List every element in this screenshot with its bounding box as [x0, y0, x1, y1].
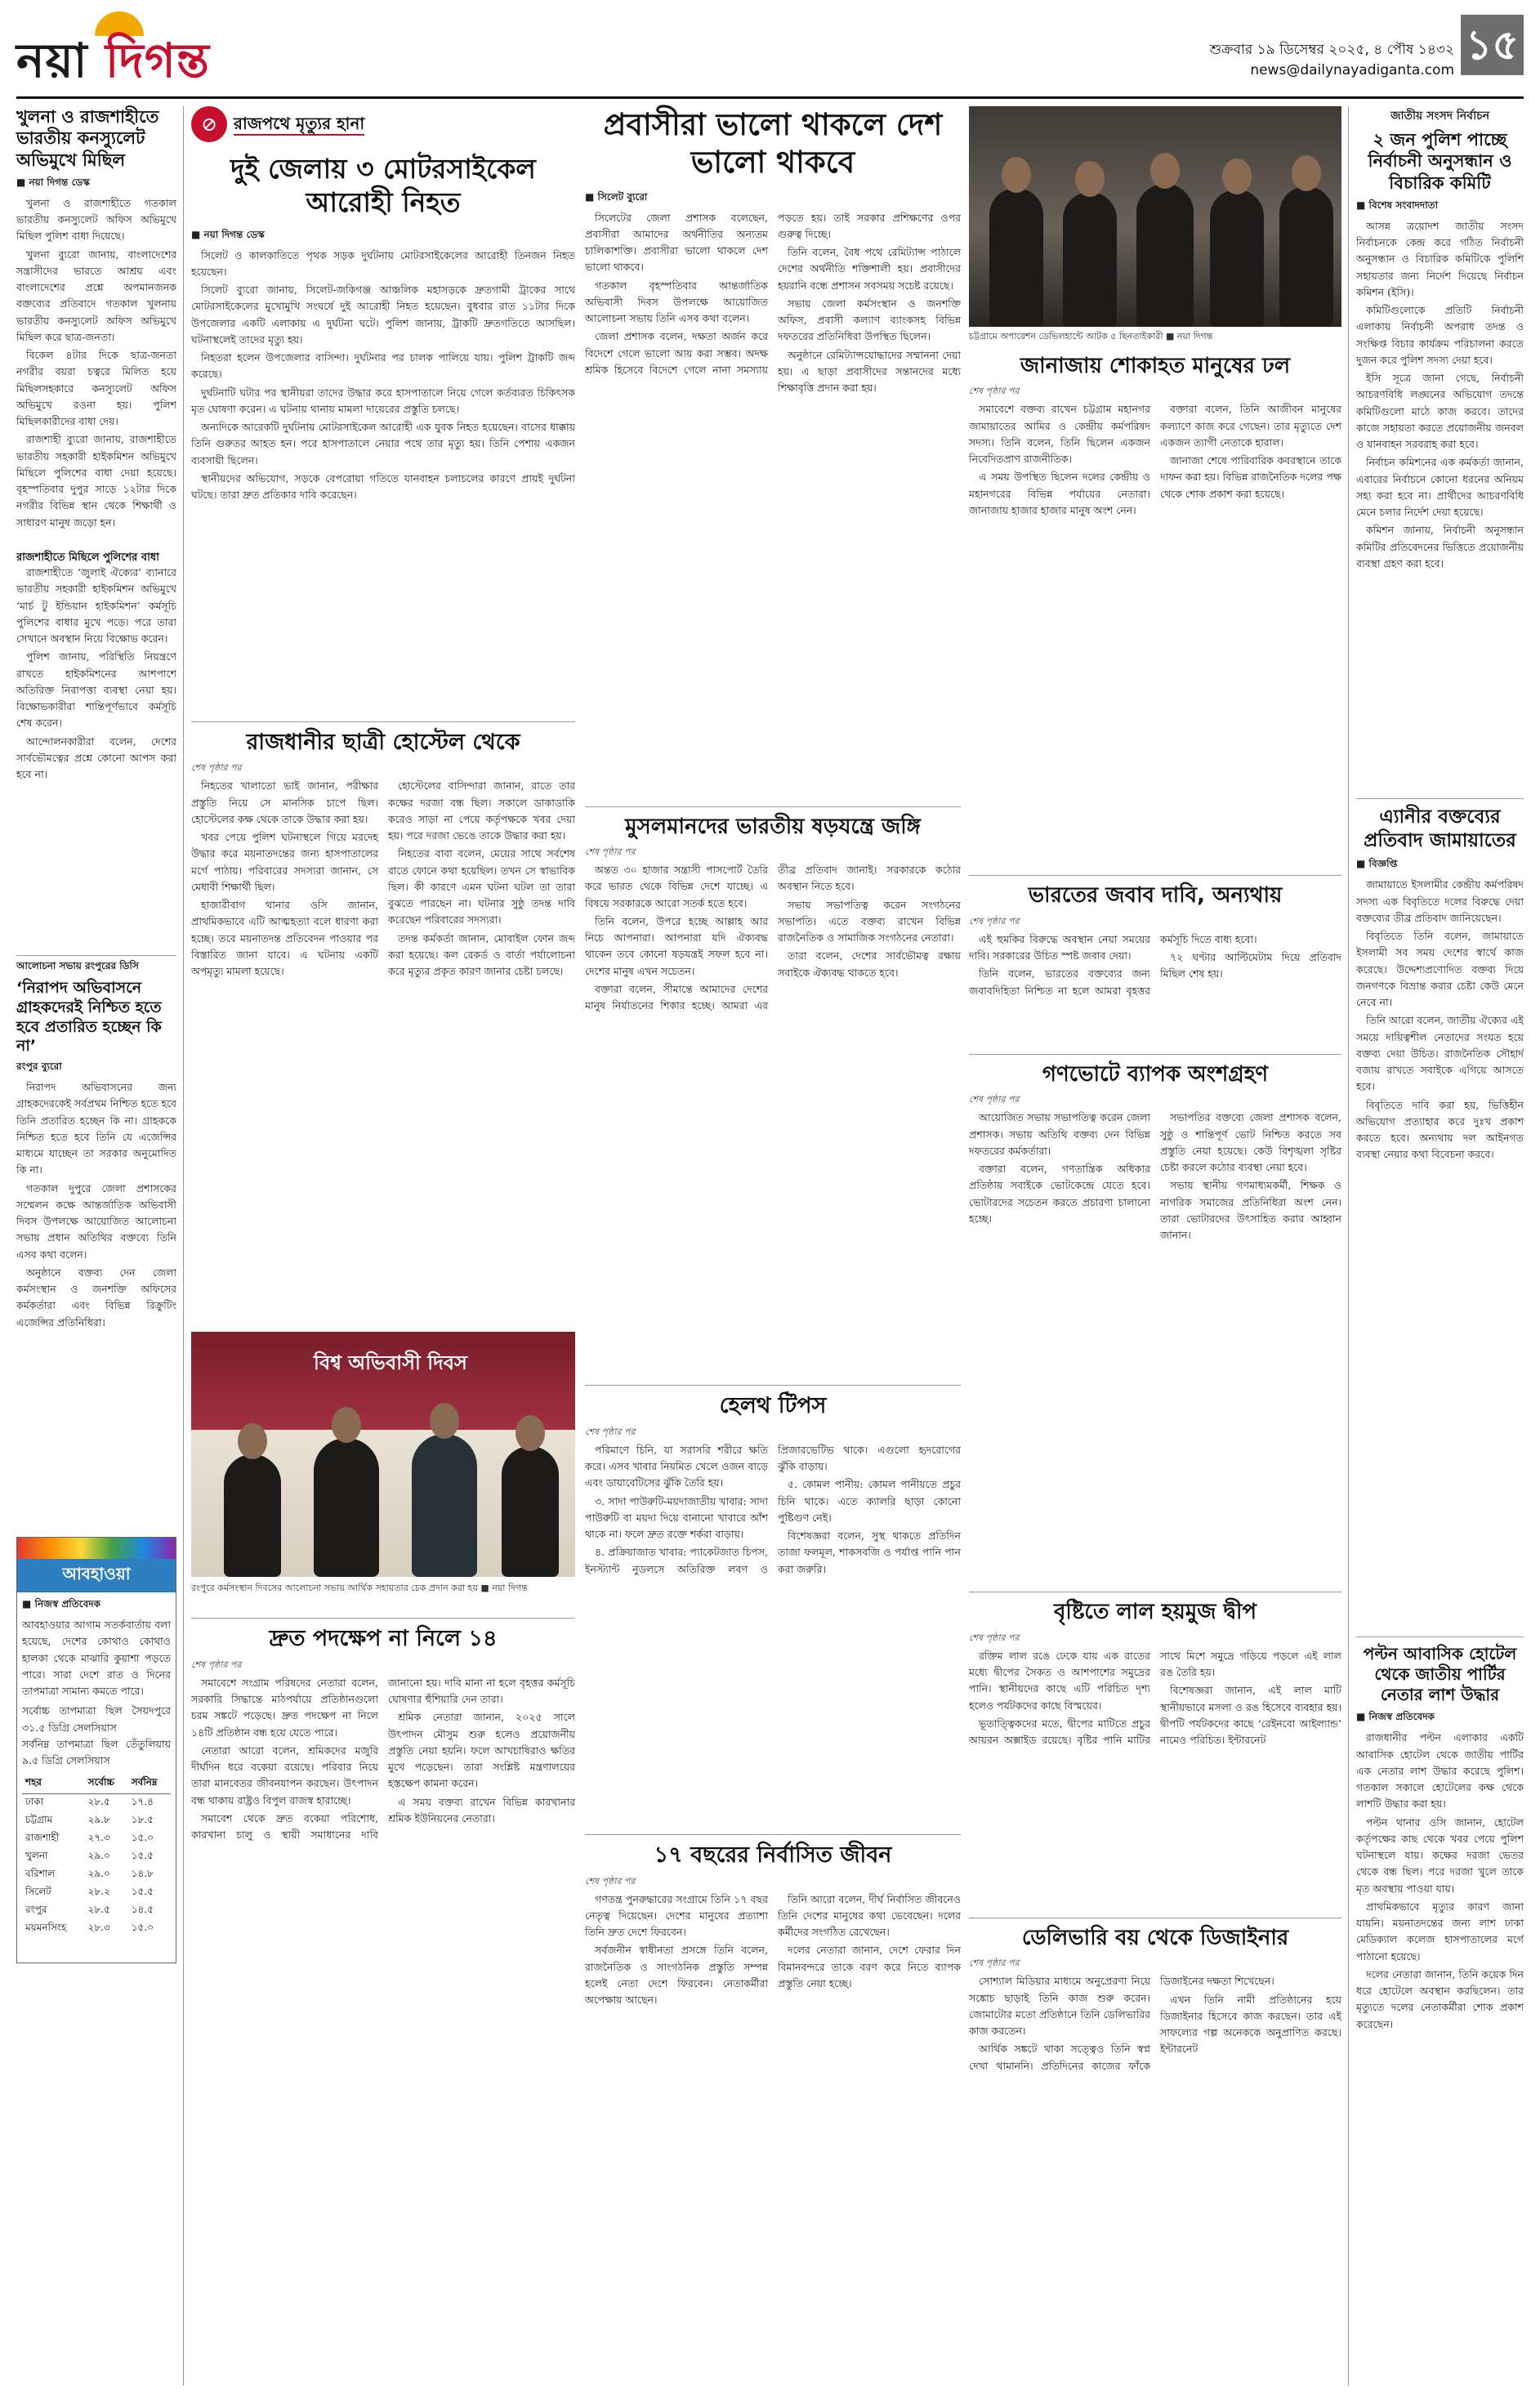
weather-col-city: শহর: [22, 1774, 85, 1794]
article-headline-jamaat-protest[interactable]: এ্যানীর বক্তব্যের প্রতিবাদ জামায়াতের: [1364, 806, 1516, 851]
article-body: আসন্ন ত্রয়োদশ জাতীয় সংসদ নির্বাচনকে কেন্দ্র করে গঠিত নির্বাচনী অনুসন্ধান ও বিচারিক কমিটিকে পুলিশি সহায়তার জন্য নির্দেশ দিয়েছে নির্বাচন কমিশন (ইসি)। কমিটিগুলোকে প্রতিটি নির্বাচনী এলাকায় নির্বাচনী অপরাধ তদন্ত ও সংক্ষিপ্ত বিচার কার্যক্রম পরিচালনা করতে দুজন করে পুলিশ সদস্য দেয়া হবে। ইসি সূত্রে জানা গেছে, নির্বাচনী আচরণবিধি লঙ্ঘনের অভিযোগ তদন্তে কমিটিগুলো মাঠে কাজ করবে। তাদের কাজে সহায়তা করতে প্রয়োজনীয় জনবল ও যানবাহন সরবরাহ করা হবে। নির্বাচন কমিশনের এক কর্মকর্তা জানান, এবারের নির্বাচনে কোনো ধরনের অনিয়ম সহ্য করা হবে না। প্রার্থীদের আচরণবিধি মেনে চলার নির্দেশ দেয়া হয়েছে। কমিশন জানায়, নির্বাচনী অনুসন্ধান কমিটির প্রতিবেদনের ভিত্তিতে প্রয়োজনীয় ব্যবস্থা গ্রহণ করা হবে।: [1356, 219, 1524, 569]
article-body: সমাবেশে বক্তব্য রাখেন চট্টগ্রাম মহানগর জামায়াতের আমির ও কেন্দ্রীয় কর্মপরিষদ সদস্য। তিনি বলেন, তিনি ছিলেন একজন নিবেদিতপ্রাণ রাজনীতিক। এ সময় উপস্থিত ছিলেন দলের কেন্দ্রীয় ও মহানগরের বিভিন্ন পর্যায়ের নেতারা। জানাজায় হাজার হাজার মানুষ অংশ নেন। বক্তারা বলেন, তিনি আজীবন মানুষের কল্যাণে কাজ করে গেছেন। তার মৃত্যুতে দেশ একজন ত্যাগী নেতাকে হারাল। জানাজা শেষে পারিবারিক কবরস্থানে তাকে দাফন করা হয়। বিভিন্ন রাজনৈতিক দলের পক্ষ থেকে শোক প্রকাশ করা হয়েছে।: [969, 403, 1341, 516]
article-body: অন্তত ৩০ হাজার সন্ত্রাসী পাসপোর্ট তৈরি করে ভারত থেকে বিভিন্ন দেশে যাচ্ছে। এ বিষয়ে সরকারকে আরো সতর্ক হতে হবে। তিনি বলেন, উপরে হচ্ছে আল্লাহ আর নিচে আপনারা। আপনারা যদি ঐক্যবদ্ধ থাকেন তবে কোনো ষড়যন্ত্রই সফল হবে না। দেশের মানুষ এখন সচেতন। বক্তারা বলেন, সীমান্তে আমাদের দেশের মানুষ নির্যাতনের শিকার হচ্ছে। আমরা এর তীব্র প্রতিবাদ জানাই। সরকারকে কঠোর অবস্থান নিতে হবে। সভায় সভাপতিত্ব করেন সংগঠনের সভাপতি। এতে বক্তব্য রাখেন বিভিন্ন রাজনৈতিক ও সামাজিক সংগঠনের নেতারা। তারা বলেন, দেশের সার্বভৌমত্ব রক্ষায় সবাইকে ঐক্যবদ্ধ থাকতে হবে।: [585, 864, 961, 1011]
weather-max-line: সর্বোচ্চ তাপমাত্রা ছিল সৈয়দপুরে ৩১.৫ ডিগ্রি সেলসিয়াস: [22, 1704, 171, 1734]
table-row: বরিশাল ২৯.০ ১৪.৮: [25, 1868, 154, 1880]
article-body: সমাবেশে সংগ্রাম পরিষদের নেতারা বলেন, সরকারি সিদ্ধান্তে মাঠপর্যায়ে প্রতিষ্ঠানগুলো চরম সঙ্কটে পড়েছে। দ্রুত পদক্ষেপ না নিলে ১৪টি প্রতিষ্ঠান বন্ধ হয়ে যেতে পারে। নেতারা আরো বলেন, শ্রমিকদের মজুরি দীর্ঘদিন ধরে বকেয়া রয়েছে। পরিবার নিয়ে তারা মানবেতর জীবনযাপন করছেন। উৎপাদন বন্ধ থাকায় রাষ্ট্রও বিপুল রাজস্ব হারাচ্ছে। সমাবেশ থেকে দ্রুত বকেয়া পরিশোধ, কারখানা চালু ও স্থায়ী সমাধানের দাবি জানানো হয়। দাবি মানা না হলে বৃহত্তর কর্মসূচি ঘোষণার হুঁশিয়ারি দেন তারা। শ্রমিক নেতারা জানান, ২০২৫ সালে উৎপাদন মৌসুম শুরু হলেও প্রয়োজনীয় প্রস্তুতি নেয়া হয়নি। ফলে আখচাষিরাও ক্ষতির মুখে পড়েছেন। তারা সংশ্লিষ্ট মন্ত্রণালয়ের হস্তক্ষেপ কামনা করেন। এ সময় বক্তব্য রাখেন বিভিন্ন কারখানার শ্রমিক ইউনিয়নের নেতারা।: [191, 1676, 575, 1841]
article-byline: ■ নয়া দিগন্ত ডেস্ক: [191, 228, 265, 240]
weather-body: আবহাওয়ার আগাম সতর্কবার্তায় বলা হয়েছে, দেশের কোথাও কোথাও হালকা থেকে মাঝারি কুয়াশা পড়তে পারে। সারা দেশে রাত ও দিনের তাপমাত্রা সামান্য কমতে পারে।: [22, 1619, 171, 1697]
sub-headline-rajshahi: রাজশাহীতে মিছিলে পুলিশের বাধা: [16, 551, 159, 564]
article-headline-consulate[interactable]: খুলনা ও রাজশাহীতে ভারতীয় কনস্যুলেট অভিমুখে মিছিল: [16, 107, 159, 170]
photo-caption: চট্টগ্রামে অপারেশন ডেভিলহান্টে আটক ৫ ছিনতাইকারী ■ নয়া দিগন্ত: [969, 331, 1213, 342]
masthead: [16, 8, 1524, 98]
continued-label: শেষ পৃষ্ঠার পর: [585, 1426, 636, 1437]
motorcycle-icon: ⊘: [191, 106, 227, 142]
article-headline-delivery-designer[interactable]: ডেলিভারি বয় থেকে ডিজাইনার: [1021, 1925, 1289, 1950]
article-headline-migration[interactable]: ‘নিরাপদ অভিবাসনে গ্রাহকদেরই নিশ্চিত হতে হবে প্রতারিত হচ্ছেন কি না’: [16, 979, 162, 1056]
continued-label: শেষ পৃষ্ঠার পর: [585, 1875, 636, 1887]
table-row: রংপুর ২৮.৫ ১৪.৫: [25, 1904, 154, 1916]
article-byline: ■ বিজ্ঞপ্তি: [1356, 858, 1398, 870]
article-body: পরিমাণে চিনি, যা সরাসরি শরীরে ক্ষতি করে। এসব খাবার নিয়মিত খেলে ওজন বাড়ে এবং ডায়াবেটিসের ঝুঁকি তৈরি হয়। ৩. সাদা পাউরুটি-ময়দাজাতীয় খাবার: সাদা পাউরুটি বা ময়দা দিয়ে বানানো খাবারে আঁশ থাকে না। ফলে দ্রুত রক্তে শর্করা বাড়ায়। ৪. প্রক্রিয়াজাত খাবার: প্যাকেটজাত চিপস, ইনস্ট্যান্ট নুডলসে অতিরিক্ত লবণ ও প্রিজারভেটিভ থাকে। এগুলো হৃদরোগের ঝুঁকি বাড়ায়। ৫. কোমল পানীয়: কোমল পানীয়তে প্রচুর চিনি থাকে। এতে ক্যালরি ছাড়া কোনো পুষ্টিগুণ নেই। বিশেষজ্ঞরা বলেন, সুস্থ থাকতে প্রতিদিন তাজা ফলমূল, শাকসবজি ও পর্যাপ্ত পানি পান করা জরুরি।: [585, 1443, 961, 1575]
column-2: [191, 106, 575, 2386]
article-headline-paltan-hotel[interactable]: পল্টন আবাসিক হোটেল থেকে জাতীয় পার্টির নেতার লাশ উদ্ধার: [1363, 1644, 1517, 1705]
newspaper-logo[interactable]: [16, 25, 210, 104]
weather-byline: ■ নিজস্ব প্রতিবেদক: [22, 1598, 100, 1610]
article-body: সিলেট ও কালকাতিতে পৃথক সড়ক দুর্ঘটনায় মোটরসাইকেলের আরোহী তিনজন নিহত হয়েছেন। সিলেট ব্যুরো জানায়, সিলেট-জকিগঞ্জ আঞ্চলিক মহাসড়কে দ্রুতগামী ট্রাকের সাথে মোটরসাইকেলের মুখোমুখি সংঘর্ষে দুই আরোহী নিহত হয়েছেন। বুধবার রাত ১১টার দিকে উপজেলার একটি এলাকায় এ দুর্ঘটনা ঘটে। পুলিশ জানায়, ট্রাকটি দ্রুতগতিতে আসছিল। ঘটনাস্থলেই তাদের মৃত্যু হয়। নিহতরা হলেন উপজেলার বাসিন্দা। দুর্ঘটনার পর চালক পালিয়ে যায়। পুলিশ ট্রাকটি জব্দ করেছে। দুর্ঘটনাটি ঘটার পর স্থানীয়রা তাদের উদ্ধার করে হাসপাতালে নিয়ে গেলে কর্তব্যরত চিকিৎসক মৃত ঘোষণা করেন। এ ঘটনায় থানায় মামলা দায়েরের প্রস্তুতি চলছে। অন্যদিকে আরেকটি দুর্ঘটনায় মোটরসাইকেল আরোহী এক যুবক নিহত হয়েছেন। বাসের ধাক্কায় তিনি গুরুতর আহত হন। পরে হাসপাতালে নেয়ার পথে তার মৃত্যু হয়। তিনি পেশায় একজন ব্যবসায়ী ছিলেন। স্থানীয়দের অভিযোগ, সড়কে বেপরোয়া গতিতে যানবাহন চলাচলের কারণে প্রায়ই দুর্ঘটনা ঘটছে। তারা দ্রুত প্রতিকার দাবি করেছেন।: [191, 248, 575, 501]
article-body: গণতন্ত্র পুনরুদ্ধারের সংগ্রামে তিনি ১৭ বছর নেতৃত্ব দিয়েছেন। দেশের মানুষের প্রত্যাশা তিনি দ্রুত দেশে ফিরবেন। সর্বজনীন স্বাধীনতা প্রসঙ্গে তিনি বলেন, রাজনৈতিক ও সাংগঠনিক প্রস্তুতি সম্পন্ন হলেই নেতা দেশে ফিরবেন। নেতাকর্মীরা অপেক্ষায় আছেন। তিনি আরো বলেন, দীর্ঘ নির্বাসিত জীবনেও তিনি দেশের মানুষের কথা ভেবেছেন। দলের কর্মীদের সংগঠিত রেখেছেন। দলের নেতারা জানান, দেশে ফেরার দিন বিমানবন্দরে তাকে বরণ করে নিতে ব্যাপক প্রস্তুতি নেয়া হচ্ছে।: [585, 1892, 961, 2006]
article-headline-accident[interactable]: দুই জেলায় ৩ মোটরসাইকেল আরোহী নিহত: [230, 153, 536, 219]
continued-label: শেষ পৃষ্ঠার পর: [969, 386, 1020, 397]
article-headline-referendum[interactable]: গণভোটে ব্যাপক অংশগ্রহণ: [1042, 1061, 1269, 1087]
article-headline-exile[interactable]: ১৭ বছরের নির্বাসিত জীবন: [654, 1842, 892, 1868]
article-byline: ■ বিশেষ সংবাদদাতা: [1356, 199, 1439, 211]
article-body: রক্তিম লাল রঙে ঢেকে যায় এক রাতের মধ্যে দ্বীপের সৈকত ও আশপাশের সমুদ্রের পানি। স্থানীয়দের কাছে এটি পরিচিত দৃশ্য হলেও পর্যটকদের কাছে বিস্ময়ের। ভূতাত্ত্বিকদের মতে, দ্বীপের মাটিতে প্রচুর আয়রন অক্সাইড রয়েছে। বৃষ্টির পানি মাটির সাথে মিশে সমুদ্রে গড়িয়ে পড়লে এই লাল রঙ তৈরি হয়। বিশেষজ্ঞরা জানান, এই লাল মাটি স্থানীয়ভাবে মসলা ও রঙ হিসেবে ব্যবহার হয়। দ্বীপটি পর্যটকদের কাছে ‘রেইনবো আইল্যান্ড’ নামেও পরিচিত। ইন্টারনেট: [969, 1649, 1341, 1747]
table-row: ময়মনসিংহ ২৮.৩ ১৫.০: [25, 1922, 154, 1934]
weather-title: আবহাওয়া: [17, 1559, 176, 1592]
continued-label: শেষ পৃষ্ঠার পর: [191, 762, 242, 774]
arrest-photo[interactable]: [969, 106, 1341, 327]
weather-col-max: সর্বোচ্চ: [85, 1774, 128, 1794]
kicker-line: জাতীয় সংসদ নির্বাচন: [1390, 109, 1490, 123]
article-headline-conspiracy[interactable]: মুসলমানদের ভারতীয় ষড়যন্ত্রে জঙ্গি: [625, 814, 921, 839]
article-body: নিহতের খালাতো ভাই জানান, পরীক্ষার প্রস্তুতি নিয়ে সে মানসিক চাপে ছিল। হোস্টেলের কক্ষ থেকে তাকে উদ্ধার করা হয়। খবর পেয়ে পুলিশ ঘটনাস্থলে গিয়ে মরদেহ উদ্ধার করে ময়নাতদন্তের জন্য হাসপাতালের মর্গে পাঠায়। পরিবারের সদস্যরা জানান, সে মেধাবী শিক্ষার্থী ছিল। হাজারীবাগ থানার ওসি জানান, প্রাথমিকভাবে এটি আত্মহত্যা বলে ধারণা করা হচ্ছে। তবে ময়নাতদন্ত প্রতিবেদন পাওয়ার পর বিস্তারিত জানা যাবে। এ ঘটনায় একটি অপমৃত্যু মামলা হয়েছে। হোস্টেলের বাসিন্দারা জানান, রাতে তার কক্ষের দরজা বন্ধ ছিল। সকালে ডাকাডাকি করেও সাড়া না পেয়ে কর্তৃপক্ষকে খবর দেয়া হয়। পরে দরজা ভেঙে তাকে উদ্ধার করা হয়। নিহতের বাবা বলেন, মেয়ের সাথে সর্বশেষ রাতে ফোনে কথা হয়েছিল। তখন সে স্বাভাবিক ছিল। কী কারণে এমন ঘটনা ঘটল তা তারা বুঝতে পারছেন না। ঘটনার সুষ্ঠু তদন্ত দাবি করেছেন পরিবারের সদস্যরা। তদন্ত কর্মকর্তা জানান, মোবাইল ফোন জব্দ করা হয়েছে। কল রেকর্ড ও বার্তা পর্যালোচনা করে মৃত্যুর প্রকৃত কারণ জানার চেষ্টা চলছে।: [191, 779, 575, 977]
weather-col-min: সর্বনিম্ন: [128, 1774, 171, 1794]
logo-text-part2: দিগন্ত: [105, 33, 210, 88]
article-body: সোশ্যাল মিডিয়ার মাধ্যমে অনুপ্রেরণা নিয়ে সঙ্কোচ ছাড়াই তিনি কাজ শুরু করেন। জোমাটোর মতো প্রতিষ্ঠানে তিনি ডেলিভারির কাজ করতেন। আর্থিক সঙ্কটে থাকা সত্ত্বেও তিনি স্বপ্ন দেখা থামাননি। প্রতিদিনের কাজের ফাঁকে ডিজাইনের দক্ষতা শিখেছেন। এখন তিনি নামী প্রতিষ্ঠানের হয়ে ডিজাইনার হিসেবে কাজ করছেন। তার এই সাফল্যের গল্প অনেককে অনুপ্রাণিত করছে। ইন্টারনেট: [969, 1975, 1341, 2072]
column-1: [16, 106, 176, 2386]
continued-label: শেষ পৃষ্ঠার পর: [969, 1094, 1020, 1105]
contact-email[interactable]: news@dailynayadiganta.com: [1250, 62, 1454, 78]
weather-table: [22, 1774, 171, 1938]
article-body: আয়োজিত সভায় সভাপতিত্ব করেন জেলা প্রশাসক। সভায় অতিথি বক্তব্য দেন বিভিন্ন দফতরের কর্মকর্তারা। বক্তারা বলেন, গণতান্ত্রিক অধিকার প্রতিষ্ঠায় সবাইকে ভোটকেন্দ্রে যেতে হবে। ভোটারদের সচেতন করতে প্রচারণা চালানো হচ্ছে। সভাপতির বক্তব্যে জেলা প্রশাসক বলেন, সুষ্ঠু ও শান্তিপূর্ণ ভোট নিশ্চিত করতে সব প্রস্তুতি নেয়া হয়েছে। কেউ বিশৃঙ্খলা সৃষ্টির চেষ্টা করলে কঠোর ব্যবস্থা নেয়া হবে। সভায় স্থানীয় গণমাধ্যমকর্মী, শিক্ষক ও নাগরিক সমাজের প্রতিনিধিরা অংশ নেন। তারা ভোটারদের উৎসাহিত করার আহ্বান জানান।: [969, 1111, 1341, 1242]
article-body: জামায়াতে ইসলামীর কেন্দ্রীয় কর্মপরিষদ সদস্য এক বিবৃতিতে দলের বিরুদ্ধে দেয়া বক্তব্যের তীব্র প্রতিবাদ জানিয়েছেন। বিবৃতিতে তিনি বলেন, জামায়াতে ইসলামী সব সময় দেশের স্বার্থে কাজ করেছে। উদ্দেশ্যপ্রণোদিত বক্তব্য দিয়ে জনগণকে বিভ্রান্ত করার চেষ্টা কেউ মেনে নেবে না। তিনি আরো বলেন, জাতীয় ঐক্যের এই সময়ে দায়িত্বশীল নেতাদের সংযত হয়ে বক্তব্য দেয়া উচিত। রাজনৈতিক সৌহার্দ বজায় রাখতে সবাইকে এগিয়ে আসতে হবে। বিবৃতিতে দাবি করা হয়, ভিত্তিহীন অভিযোগ প্রত্যাহার করে দুঃখ প্রকাশ করতে হবে। অন্যথায় দল আইনগত ব্যবস্থা নেয়ার কথা বিবেচনা করবে।: [1356, 878, 1524, 1161]
continued-label: শেষ পৃষ্ঠার পর: [585, 846, 636, 857]
column-3: [585, 106, 961, 2386]
article-body-continued: রাজশাহীতে ‘জুলাই ঐক্যের’ ব্যানারে ভারতীয় সহকারী হাইকমিশন অভিমুখে ‘মার্চ টু ইন্ডিয়ান হাইকমিশন’ কর্মসূচি পুলিশের বাধার মুখে পড়ে। পরে তারা সেখানে অবস্থান নিয়ে বিক্ষোভ করেন। পুলিশ জানায়, পরিস্থিতি নিয়ন্ত্রণে রাখতে হাইকমিশনের আশপাশে অতিরিক্ত নিরাপত্তা ব্যবস্থা নেয়া হয়। বিক্ষোভকারীরা শান্তিপূর্ণভাবে কর্মসূচি শেষ করেন। আন্দোলনকারীরা বলেন, দেশের সার্বভৌমত্বের প্রশ্নে কোনো আপস করা হবে না।: [16, 566, 176, 780]
article-headline-funeral[interactable]: জানাজায় শোকাহত মানুষের ঢল: [1020, 353, 1291, 378]
masthead-divider: [16, 96, 1524, 99]
article-headline-expatriates[interactable]: প্রবাসীরা ভালো থাকলে দেশ ভালো থাকবে: [603, 107, 943, 181]
article-headline-hostel[interactable]: রাজধানীর ছাত্রী হোস্টেল থেকে: [246, 729, 520, 755]
ceremony-photo[interactable]: [191, 1332, 575, 1577]
issue-date: শুক্রবার ১৯ ডিসেম্বর ২০২৫, ৪ পৌষ ১৪৩২: [1209, 42, 1454, 58]
article-byline: ■ সিলেট ব্যুরো: [585, 190, 648, 203]
continued-label: শেষ পৃষ্ঠার পর: [969, 1632, 1020, 1643]
column-divider: [1348, 106, 1349, 2386]
column-4: [969, 106, 1341, 2386]
logo-text-part1: নয়া: [16, 33, 105, 88]
column-divider: [183, 106, 184, 2386]
article-body: নিরাপদ অভিবাসনের জন্য গ্রাহকদেরকেই সর্বপ্রথম নিশ্চিত হতে হবে তিনি প্রতারিত হচ্ছেন কি না। গ্রাহককে নিশ্চিত হতে হবে তিনি যে এজেন্সির মাধ্যমে যাচ্ছেন তা সরকার অনুমোদিত কি না। গতকাল দুপুরে জেলা প্রশাসকের সম্মেলন কক্ষে আন্তর্জাতিক অভিবাসী দিবস উপলক্ষে আয়োজিত আলোচনা সভায় প্রধান অতিথির বক্তব্যে তিনি এসব কথা বলেন। অনুষ্ঠানে বক্তব্য দেন জেলা কর্মসংস্থান ও জনশক্তি অফিসের কর্মকর্তারা এবং বিভিন্ন রিক্রুটিং এজেন্সির প্রতিনিধিরা।: [16, 1081, 176, 1329]
article-headline-india-reply[interactable]: ভারতের জবাব দাবি, অন্যথায়: [1028, 883, 1283, 909]
article-body: এই হুমকির বিরুদ্ধে অবস্থান নেয়া সময়ের দাবি। সরকারের উচিত স্পষ্ট জবাব দেয়া। তিনি বলেন, ভারতের বক্তব্যের জন্য জবাবদিহিতা নিশ্চিত না হলে আমরা বৃহত্তর কর্মসূচি দিতে বাধ্য হবো। ৭২ ঘণ্টার আল্টিমেটাম দিয়ে প্রতিবাদ মিছিল শেষ হয়।: [969, 932, 1341, 997]
photo-caption: রংপুরে কর্মসংস্থান দিবসের আলোচনা সভায় আর্থিক সহায়তার চেক প্রদান করা হয় ■ নয়া দিগন্ত: [191, 1583, 528, 1593]
continued-label: শেষ পৃষ্ঠার পর: [191, 1659, 242, 1670]
continued-label: শেষ পৃষ্ঠার পর: [969, 915, 1020, 927]
article-headline-election-police[interactable]: ২ জন পুলিশ পাচ্ছে নির্বাচনী অনুসন্ধান ও বিচারিক কমিটি: [1368, 130, 1512, 193]
continued-label: শেষ পৃষ্ঠার পর: [969, 1958, 1020, 1969]
article-headline-red-island[interactable]: বৃষ্টিতে লাল হয়মুজ দ্বীপ: [1053, 1600, 1257, 1625]
table-row: ঢাকা ২৮.৫ ১৭.৪: [25, 1796, 154, 1808]
article-byline: রংপুর ব্যুরো: [16, 1061, 62, 1072]
weather-min-line: সর্বনিম্ন তাপমাত্রা ছিল তেঁতুলিয়ায় ৯.৫ ডিগ্রি সেলসিয়াস: [22, 1737, 171, 1766]
table-row: খুলনা ২৯.০ ১৫.৫: [25, 1850, 154, 1862]
article-body: সিলেটের জেলা প্রশাসক বলেছেন, প্রবাসীরা আমাদের অর্থনীতির অন্যতম চালিকাশক্তি। প্রবাসীরা ভালো থাকলে দেশ ভালো থাকবে। গতকাল বৃহস্পতিবার আন্তর্জাতিক অভিবাসী দিবস উপলক্ষে আয়োজিত আলোচনা সভায় তিনি এসব কথা বলেন। জেলা প্রশাসক বলেন, দক্ষতা অর্জন করে বিদেশে গেলে ভালো আয় করা সম্ভব। অদক্ষ শ্রমিক হিসেবে বিদেশে গেলে নানা সমস্যায় পড়তে হয়। তাই সরকার প্রশিক্ষণের ওপর গুরুত্ব দিচ্ছে। তিনি বলেন, বৈধ পথে রেমিট্যান্স পাঠালে দেশের অর্থনীতি শক্তিশালী হয়। প্রবাসীদের হয়রানি বন্ধে প্রশাসন সবসময় সচেষ্ট রয়েছে। সভায় জেলা কর্মসংস্থান ও জনশক্তি অফিস, প্রবাসী কল্যাণ ব্যাংকসহ বিভিন্ন দফতরের প্রতিনিধিরা উপস্থিত ছিলেন। অনুষ্ঠানে রেমিট্যান্সযোদ্ধাদের সম্মাননা দেয়া হয়। এ ছাড়া প্রবাসীদের সন্তানদের মধ্যে শিক্ষাবৃত্তি প্রদান করা হয়।: [585, 211, 961, 394]
rainbow-icon: [17, 1538, 176, 1559]
page-number: ১৫: [1461, 15, 1524, 75]
article-body: খুলনা ও রাজশাহীতে গতকাল ভারতীয় কনস্যুলেট অফিস অভিমুখে মিছিল পুলিশ বাধা দিয়েছে। খুলনা ব্যুরো জানায়, বাংলাদেশের সন্ত্রাসীদের ভারতে আশ্রয় এবং বাংলাদেশের প্রশ্নে অপমানজনক বক্তব্যের প্রতিবাদে গতকাল খুলনায় ভারতীয় কনস্যুলেট অফিস অভিমুখে মিছিল করে ছাত্র-জনতা। বিকেল ৪টার দিকে ছাত্র-জনতা নগরীর বয়রা চত্বরে মিলিত হয়ে মিছিলসহকারে কনস্যুলেট অফিস অভিমুখে রওনা হয়। পুলিশ মিছিলকারীদের বাধা দেয়। রাজশাহী ব্যুরো জানায়, রাজশাহীতে ভারতীয় সহকারী হাইকমিশন অভিমুখে মিছিলে পুলিশের বাধা দেয়া হয়েছে। বৃহস্পতিবার দুপুর সাড়ে ১২টার দিকে নগরীর বিভিন্ন স্থান থেকে শিক্ষার্থী ও সাধারণ মানুষ জড়ো হন।: [16, 196, 176, 529]
article-headline-sugar-mill[interactable]: দ্রুত পদক্ষেপ না নিলে ১৪: [269, 1626, 498, 1651]
article-body: রাজধানীর পল্টন এলাকার একটি আবাসিক হোটেল থেকে জাতীয় পার্টির এক নেতার লাশ উদ্ধার করেছে পুলিশ। গতকাল সকালে হোটেলের কক্ষ থেকে লাশটি উদ্ধার করা হয়। পল্টন থানার ওসি জানান, হোটেল কর্তৃপক্ষের কাছ থেকে খবর পেয়ে পুলিশ ঘটনাস্থলে যায়। কক্ষের দরজা ভেতর থেকে বন্ধ ছিল। পরে দরজা খুলে তাকে মৃত অবস্থায় পাওয়া যায়। প্রাথমিকভাবে মৃত্যুর কারণ জানা যায়নি। ময়নাতদন্তের জন্য লাশ ঢাকা মেডিক্যাল কলেজ হাসপাতালের মর্গে পাঠানো হয়েছে। দলের নেতারা জানান, তিনি কয়েক দিন ধরে হোটেলে অবস্থান করছিলেন। তার মৃত্যুতে দলের নেতাকর্মীরা শোক প্রকাশ করেছেন।: [1356, 1731, 1524, 2030]
table-row: সিলেট ২৮.২ ১৫.৫: [25, 1886, 154, 1898]
table-row: রাজশাহী ২৭.৩ ১৫.০: [25, 1832, 154, 1844]
table-row: চট্টগ্রাম ২৯.৮ ১৮.৫: [25, 1814, 154, 1826]
article-byline: ■ নয়া দিগন্ত ডেস্ক: [16, 176, 90, 188]
kicker-label: রাজপথে মৃত্যুর হানা: [234, 114, 364, 136]
column-5: [1356, 106, 1524, 2386]
event-banner: বিশ্ব অভিবাসী দিবস: [314, 1351, 467, 1374]
article-headline-health-tips[interactable]: হেলথ টিপস: [719, 1393, 827, 1418]
kicker-line: আলোচনা সভায় রংপুরের ডিসি: [16, 960, 139, 971]
article-byline: ■ নিজস্ব প্রতিবেদক: [1356, 1711, 1435, 1723]
weather-box: [16, 1537, 176, 1963]
